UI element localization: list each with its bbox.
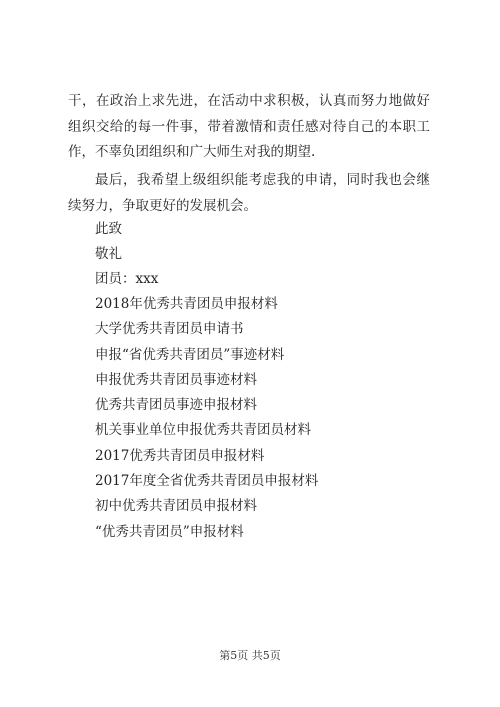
related-document-item[interactable]: 优秀共青团员事迹申报材料 — [95, 397, 257, 414]
related-document-item[interactable]: 机关事业单位申报优秀共青团员材料 — [95, 422, 311, 439]
related-document-item[interactable]: 大学优秀共青团员申请书 — [95, 321, 244, 338]
related-document-item[interactable]: 申报“省优秀共青团员”事迹材料 — [95, 346, 285, 363]
salutation-cizhi: 此致 — [95, 221, 122, 237]
page-footer: 第5页 共5页 — [219, 649, 281, 662]
related-document-item[interactable]: 2017优秀共青团员申报材料 — [95, 447, 265, 464]
related-document-item[interactable]: 2017年度全省优秀共青团员申报材料 — [95, 473, 319, 490]
related-document-item[interactable]: “优秀共青团员”申报材料 — [95, 523, 244, 540]
related-document-item[interactable]: 2018年优秀共青团员申报材料 — [95, 296, 278, 312]
signature: 团员：xxx — [95, 271, 159, 287]
salutation-jingli: 敬礼 — [95, 246, 122, 262]
related-document-item[interactable]: 初中优秀共青团员申报材料 — [95, 498, 257, 515]
body-paragraph-1: 干，在政治上求先进，在活动中求积极，认真而努力地做好组织交给的每一件事，带着激情和责任感对待自己的本职工作，不辜负团组织和广大师生对我的期望. — [68, 93, 430, 160]
related-documents-list — [95, 294, 318, 547]
related-document-item[interactable]: 申报优秀共青团员事迹材料 — [95, 371, 257, 388]
body-paragraph-2: 最后，我希望上级组织能考虑我的申请，同时我也会继续努力，争取更好的发展机会。 — [68, 172, 430, 214]
